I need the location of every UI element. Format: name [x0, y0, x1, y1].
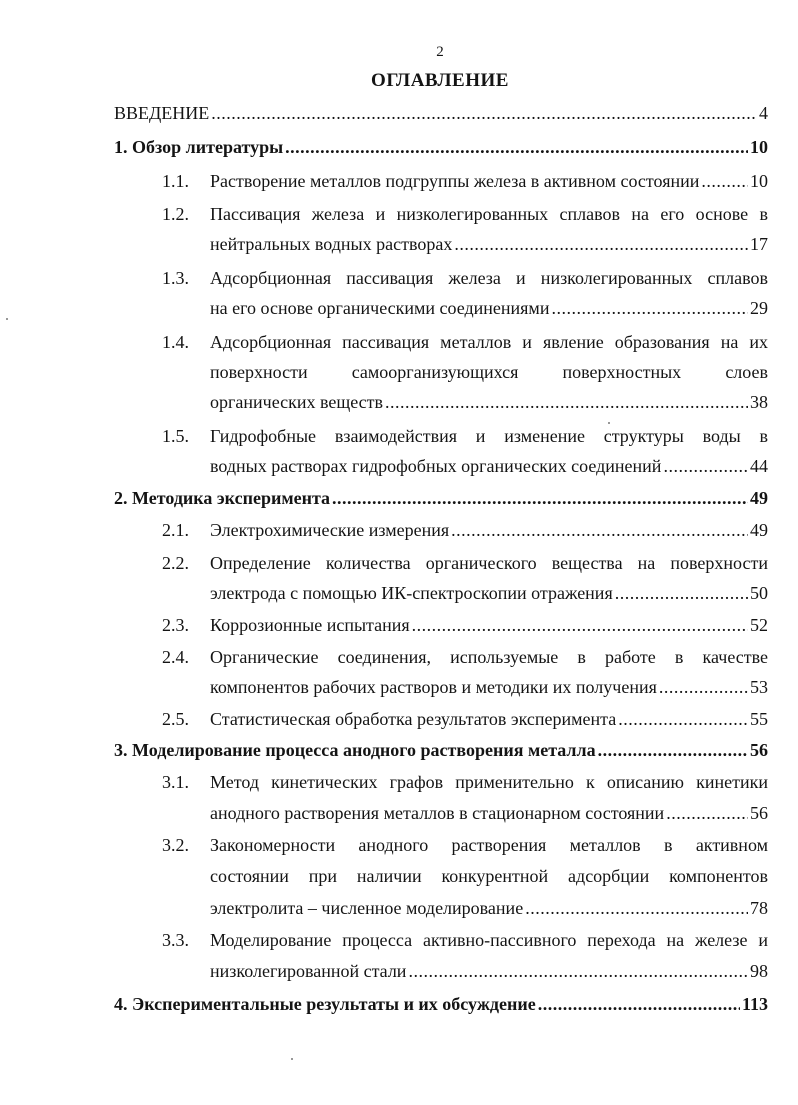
section-number: 3.1.	[162, 772, 189, 792]
toc-entry-2-4-line-1[interactable]: Органические соединения, используемые в работе в качестве	[210, 647, 768, 667]
entry-page: 38	[750, 392, 768, 412]
section-number: 1.3.	[162, 268, 189, 288]
entry-title: нейтральных водных растворах	[210, 234, 453, 254]
entry-title: Статистическая обработка результатов эксперимента	[210, 709, 617, 729]
entry-title: электрода с помощью ИК-спектроскопии отражения	[210, 583, 613, 603]
leader-dots	[451, 514, 748, 546]
entry-title: 1. Обзор литературы	[114, 137, 284, 157]
entry-title: компонентов рабочих растворов и методики их получения	[210, 677, 657, 697]
toc-entry-chapter-2[interactable]	[114, 482, 768, 514]
entry-page: 78	[750, 898, 768, 918]
scan-speck	[6, 318, 8, 320]
toc-entry-3-3-line-1[interactable]: Моделирование процесса активно-пассивного перехода на железе и	[210, 930, 768, 950]
section-number: 2.3.	[162, 615, 189, 635]
leader-dots	[618, 703, 748, 735]
toc-entry-2-1[interactable]	[210, 514, 768, 546]
section-number: 2.4.	[162, 647, 189, 667]
section-number: 1.5.	[162, 426, 189, 446]
entry-title: анодного растворения металлов в стационарном состоянии	[210, 803, 665, 823]
toc-entry-chapter-3[interactable]	[114, 734, 768, 766]
entry-page: 44	[750, 456, 768, 476]
toc-entry-1-2-line-1[interactable]: Пассивация железа и низколегированных сплавов на его основе в	[210, 204, 768, 224]
entry-title: на его основе органическими соединениями	[210, 298, 550, 318]
toc-entry-1-1[interactable]	[210, 165, 768, 197]
entry-title: водных растворах гидрофобных органических соединений	[210, 456, 662, 476]
toc-entry-1-4-line-1[interactable]: Адсорбционная пассивация металлов и явление образования на их	[210, 332, 768, 352]
entry-page: 49	[750, 520, 768, 540]
entry-title: низколегированной стали	[210, 961, 407, 981]
leader-dots	[211, 97, 757, 129]
entry-page: 29	[750, 298, 768, 318]
toc-entry-1-3-line-1[interactable]: Адсорбционная пассивация железа и низколегированных сплавов	[210, 268, 768, 288]
leader-dots	[663, 450, 748, 482]
leader-dots	[525, 892, 748, 924]
page-number: 2	[436, 44, 444, 60]
entry-title: Коррозионные испытания	[210, 615, 410, 635]
entry-title: 3. Моделирование процесса анодного растворения металла	[114, 740, 596, 760]
entry-page: 113	[741, 994, 768, 1014]
leader-dots	[666, 797, 748, 829]
entry-page: 4	[759, 103, 768, 123]
toc-entry-1-4-line-2[interactable]: поверхности самоорганизующихся поверхностных слоев	[210, 362, 768, 382]
entry-title: органических веществ	[210, 392, 384, 412]
section-number: 3.2.	[162, 835, 189, 855]
entry-title: 4. Экспериментальные результаты и их обсуждение	[114, 994, 536, 1014]
entry-page: 17	[750, 234, 768, 254]
toc-entry-1-3-line-2[interactable]	[210, 292, 768, 324]
section-number: 1.2.	[162, 204, 189, 224]
toc-entry-3-1-line-2[interactable]	[210, 797, 768, 829]
entry-page: 50	[750, 583, 768, 603]
toc-entry-2-3[interactable]	[210, 609, 768, 641]
toc-entry-3-3-line-2[interactable]	[210, 955, 768, 987]
toc-entry-3-2-line-3[interactable]	[210, 892, 768, 924]
entry-page: 55	[750, 709, 768, 729]
section-number: 1.4.	[162, 332, 189, 352]
entry-title: 2. Методика эксперимента	[114, 488, 331, 508]
leader-dots	[454, 228, 748, 260]
toc-entry-1-5-line-2[interactable]	[210, 450, 768, 482]
entry-title: Растворение металлов подгруппы железа в активном состоянии	[210, 171, 700, 191]
entry-page: 56	[750, 740, 768, 760]
toc-entry-chapter-4[interactable]	[114, 988, 768, 1020]
toc-entry-2-2-line-1[interactable]: Определение количества органического вещества на поверхности	[210, 553, 768, 573]
entry-title: электролита – численное моделирование	[210, 898, 524, 918]
leader-dots	[408, 955, 748, 987]
toc-entry-1-2-line-2[interactable]	[210, 228, 768, 260]
toc-entry-1-5-line-1[interactable]: Гидрофобные взаимодействия и изменение структуры воды в	[210, 426, 768, 446]
section-number: 1.1.	[162, 171, 189, 191]
leader-dots	[412, 609, 748, 641]
entry-page: 10	[750, 171, 768, 191]
toc-entry-chapter-1[interactable]	[114, 131, 768, 163]
leader-dots	[615, 577, 748, 609]
toc-entry-intro[interactable]	[114, 97, 768, 129]
entry-page: 10	[750, 137, 768, 157]
entry-title: ВВЕДЕНИЕ	[114, 103, 210, 123]
entry-page: 98	[750, 961, 768, 981]
entry-page: 56	[750, 803, 768, 823]
entry-page: 52	[750, 615, 768, 635]
leader-dots	[538, 988, 740, 1020]
toc-title: ОГЛАВЛЕНИЕ	[371, 70, 509, 91]
toc-entry-3-1-line-1[interactable]: Метод кинетических графов применительно к описанию кинетики	[210, 772, 768, 792]
toc-entry-1-4-line-3[interactable]	[210, 386, 768, 418]
section-number: 2.2.	[162, 553, 189, 573]
leader-dots	[598, 734, 748, 766]
entry-title: Электрохимические измерения	[210, 520, 450, 540]
leader-dots	[659, 671, 748, 703]
leader-dots	[332, 482, 748, 514]
section-number: 3.3.	[162, 930, 189, 950]
section-number: 2.1.	[162, 520, 189, 540]
leader-dots	[701, 165, 748, 197]
toc-entry-3-2-line-1[interactable]: Закономерности анодного растворения металлов в активном	[210, 835, 768, 855]
leader-dots	[551, 292, 748, 324]
toc-entry-3-2-line-2[interactable]: состоянии при наличии конкурентной адсорбции компонентов	[210, 866, 768, 886]
scan-speck	[291, 1058, 293, 1060]
entry-page: 53	[750, 677, 768, 697]
toc-entry-2-4-line-2[interactable]	[210, 671, 768, 703]
scan-speck	[608, 422, 610, 424]
toc-entry-2-2-line-2[interactable]	[210, 577, 768, 609]
leader-dots	[385, 386, 748, 418]
toc-entry-2-5[interactable]	[210, 703, 768, 735]
leader-dots	[285, 131, 748, 163]
section-number: 2.5.	[162, 709, 189, 729]
entry-page: 49	[750, 488, 768, 508]
